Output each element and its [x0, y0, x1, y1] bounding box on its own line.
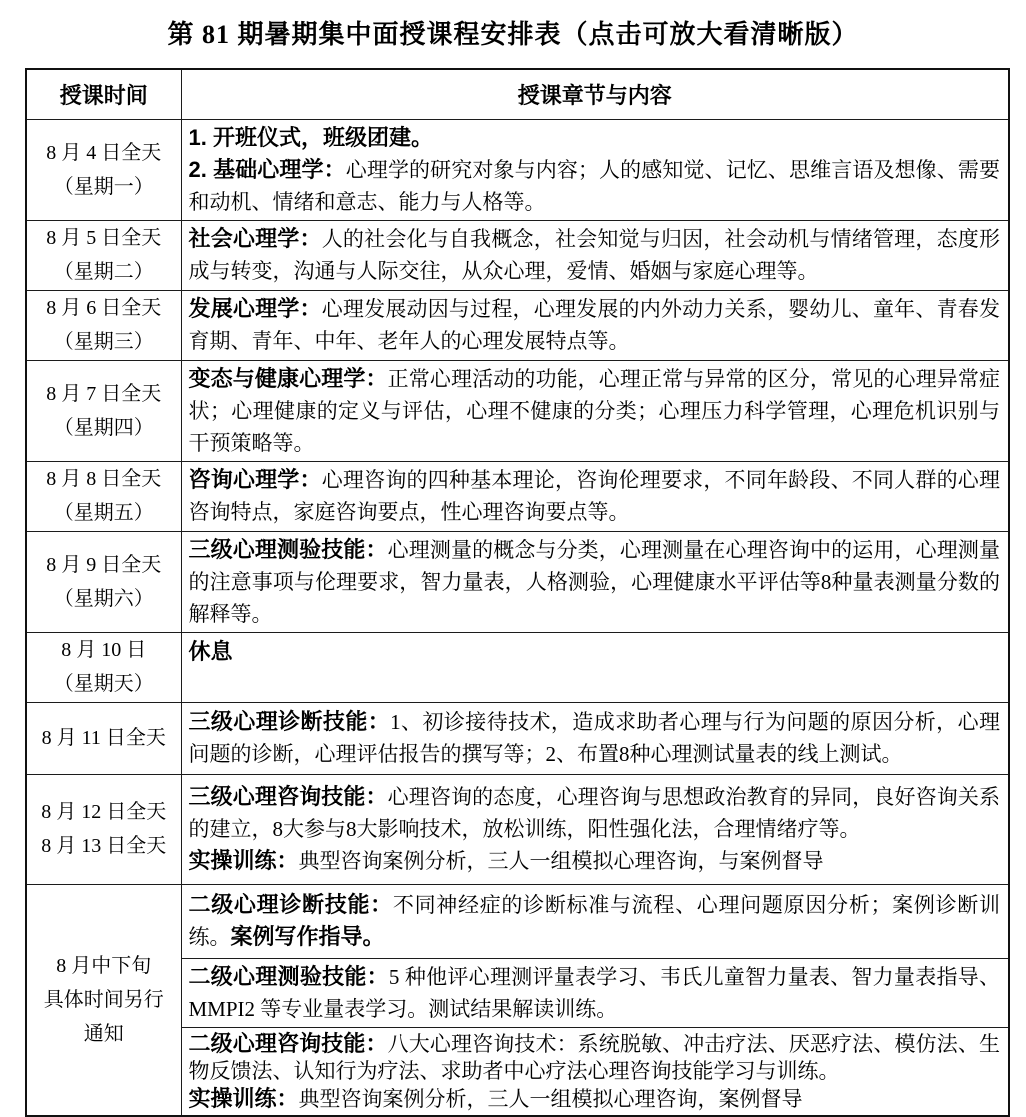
table-row: [26, 774, 1009, 884]
course-detail: 典型咨询案例分析，三人一组模拟心理咨询，案例督导: [298, 1086, 803, 1111]
content-cell: [181, 360, 1009, 461]
course-paragraph: [189, 534, 1001, 630]
table-row-notice-group: [26, 884, 1009, 958]
time-line: 8 月 11 日全天: [41, 727, 166, 749]
content-cell: [181, 1027, 1009, 1116]
course-topic: 2. 基础心理学：: [188, 156, 346, 182]
course-topic: 1. 开班仪式，班级团建。: [188, 124, 433, 150]
time-line: 具体时间另行: [43, 988, 164, 1011]
content-cell: [181, 531, 1009, 632]
course-paragraph: [189, 464, 1001, 528]
course-detail: 不同神经症的诊断标准与流程、心理问题原因分析；案例诊断训练。: [188, 893, 1000, 949]
course-paragraph: [189, 223, 1001, 287]
course-paragraph: [189, 293, 1001, 357]
course-paragraph: [189, 1085, 1001, 1113]
column-header-time: 授课时间: [26, 69, 181, 119]
content-cell: [181, 774, 1009, 884]
course-paragraph: [189, 781, 1001, 845]
time-line: 8 月 5 日全天: [46, 227, 162, 249]
time-cell: [26, 360, 181, 461]
content-cell: [181, 290, 1009, 360]
content-cell: [181, 702, 1009, 774]
time-line: 8 月 7 日全天: [46, 382, 162, 405]
table-row-rest-day: [26, 632, 1009, 702]
time-line: 8 月 8 日全天: [46, 468, 162, 490]
course-detail: 八大心理咨询技术：系统脱敏、冲击疗法、厌恶疗法、模仿法、生物反馈法、认知行为疗法、求助者中心疗法心理咨询技能学习与训练。: [188, 1031, 1000, 1083]
course-paragraph: [189, 154, 1001, 218]
course-paragraph: [189, 706, 1001, 770]
time-line: 8 月 6 日全天: [46, 297, 162, 319]
course-detail: 5 种他评心理测评量表学习、韦氏儿童智力量表、智力量表指导、MMPI2 等专业量表学习。测试结果解读训练。: [188, 964, 1000, 1021]
course-detail: 心理咨询的四种基本理论，咨询伦理要求，不同年龄段、不同人群的心理咨询特点，家庭咨询要点，性心理咨询要点等。: [188, 468, 1000, 524]
table-row: [26, 290, 1009, 360]
header-row: [26, 69, 1009, 119]
table-row: [26, 360, 1009, 461]
course-topic: 三级心理测验技能：: [188, 536, 388, 562]
time-line: 8 月中下旬: [56, 954, 152, 977]
course-detail: 典型咨询案例分析，三人一组模拟心理咨询，与案例督导: [298, 849, 824, 873]
page-title[interactable]: 第 81 期暑期集中面授课程安排表（点击可放大看清晰版）: [167, 20, 859, 49]
course-topic: 休息: [188, 638, 233, 664]
course-topic: 社会心理学：: [188, 226, 322, 251]
time-cell: [26, 702, 181, 774]
course-paragraph: [189, 845, 1001, 877]
content-cell: [181, 119, 1009, 220]
time-line: 8 月 13 日全天: [41, 835, 167, 857]
time-line: 8 月 10 日: [61, 639, 147, 661]
course-topic: 三级心理诊断技能：: [188, 709, 391, 734]
course-topic: 咨询心理学：: [188, 467, 322, 492]
course-topic: 三级心理咨询技能：: [188, 784, 388, 809]
time-line: （星期六）: [53, 587, 154, 610]
time-cell-notice: [26, 884, 181, 1116]
course-paragraph: [189, 961, 1001, 1025]
table-row: [26, 220, 1009, 290]
course-paragraph: [189, 122, 1001, 154]
content-cell: [181, 220, 1009, 290]
time-line: （星期四）: [53, 416, 154, 439]
table-row: [26, 119, 1009, 220]
course-detail: 正常心理活动的功能，心理正常与异常的区分，常见的心理异常症状；心理健康的定义与评估，心理不健康的分类；心理压力科学管理，心理危机识别与干预策略等。: [188, 366, 1000, 455]
course-detail: 1、初诊接待技术，造成求助者心理与行为问题的原因分析，心理问题的诊断，心理评估报告的撰写等；2、布置8种心理测试量表的线上测试。: [188, 710, 1000, 766]
course-topic: 实操训练：: [188, 848, 299, 873]
course-detail: 心理测量的概念与分类，心理测量在心理咨询中的运用，心理测量的注意事项与伦理要求，智力量表，人格测验，心理健康水平评估等8种量表测量分数的解释等。: [188, 537, 1000, 626]
time-cell: [26, 290, 181, 360]
time-line: （星期一）: [53, 175, 154, 198]
course-detail: 心理学的研究对象与内容；人的感知觉、记忆、思维言语及想像、需要和动机、情绪和意志、能力与人格等。: [188, 157, 1001, 214]
course-detail: 心理咨询的态度，心理咨询与思想政治教育的异同，良好咨询关系的建立，8大参与8大影响技术，放松训练，阳性强化法，合理情绪疗等。: [188, 785, 1000, 841]
course-paragraph: [189, 363, 1001, 459]
course-topic: 二级心理咨询技能：: [188, 1030, 388, 1056]
time-line: 8 月 9 日全天: [46, 553, 162, 576]
time-cell: [26, 119, 181, 220]
course-detail: 心理发展动因与过程，心理发展的内外动力关系，婴幼儿、童年、青春发育期、青年、中年、老年人的心理发展特点等。: [188, 297, 1000, 353]
course-topic: 实操训练：: [188, 1085, 299, 1111]
time-line: （星期天）: [53, 673, 154, 695]
time-line: 8 月 4 日全天: [46, 141, 162, 164]
time-line: （星期二）: [53, 261, 154, 283]
time-line: 8 月 12 日全天: [41, 801, 167, 823]
course-topic: 二级心理诊断技能：: [188, 892, 393, 917]
time-cell: [26, 220, 181, 290]
table-row: [26, 702, 1009, 774]
course-paragraph: [189, 636, 1001, 668]
course-schedule-table: [25, 68, 1010, 1117]
course-topic: 发展心理学：: [188, 296, 322, 321]
course-topic: 变态与健康心理学：: [188, 365, 388, 391]
time-line: 通知: [83, 1022, 124, 1045]
time-line: （星期三）: [53, 331, 154, 353]
time-cell: [26, 531, 181, 632]
time-cell: [26, 774, 181, 884]
content-cell: [181, 632, 1009, 702]
content-cell: [181, 958, 1009, 1027]
course-paragraph: [189, 889, 1001, 953]
course-paragraph: [189, 1030, 1001, 1085]
column-header-content: 授课章节与内容: [181, 69, 1009, 119]
time-cell: [26, 632, 181, 702]
table-row: [26, 461, 1009, 531]
content-cell: [181, 884, 1009, 958]
time-line: （星期五）: [53, 502, 154, 524]
course-topic: 二级心理测验技能：: [188, 963, 389, 989]
table-row: [26, 531, 1009, 632]
course-detail: 人的社会化与自我概念，社会知觉与归因，社会动机与情绪管理，态度形成与转变，沟通与人际交往，从众心理，爱情、婚姻与家庭心理等。: [188, 227, 1000, 283]
time-cell: [26, 461, 181, 531]
course-topic-tail: 案例写作指导。: [230, 924, 385, 949]
content-cell: [181, 461, 1009, 531]
